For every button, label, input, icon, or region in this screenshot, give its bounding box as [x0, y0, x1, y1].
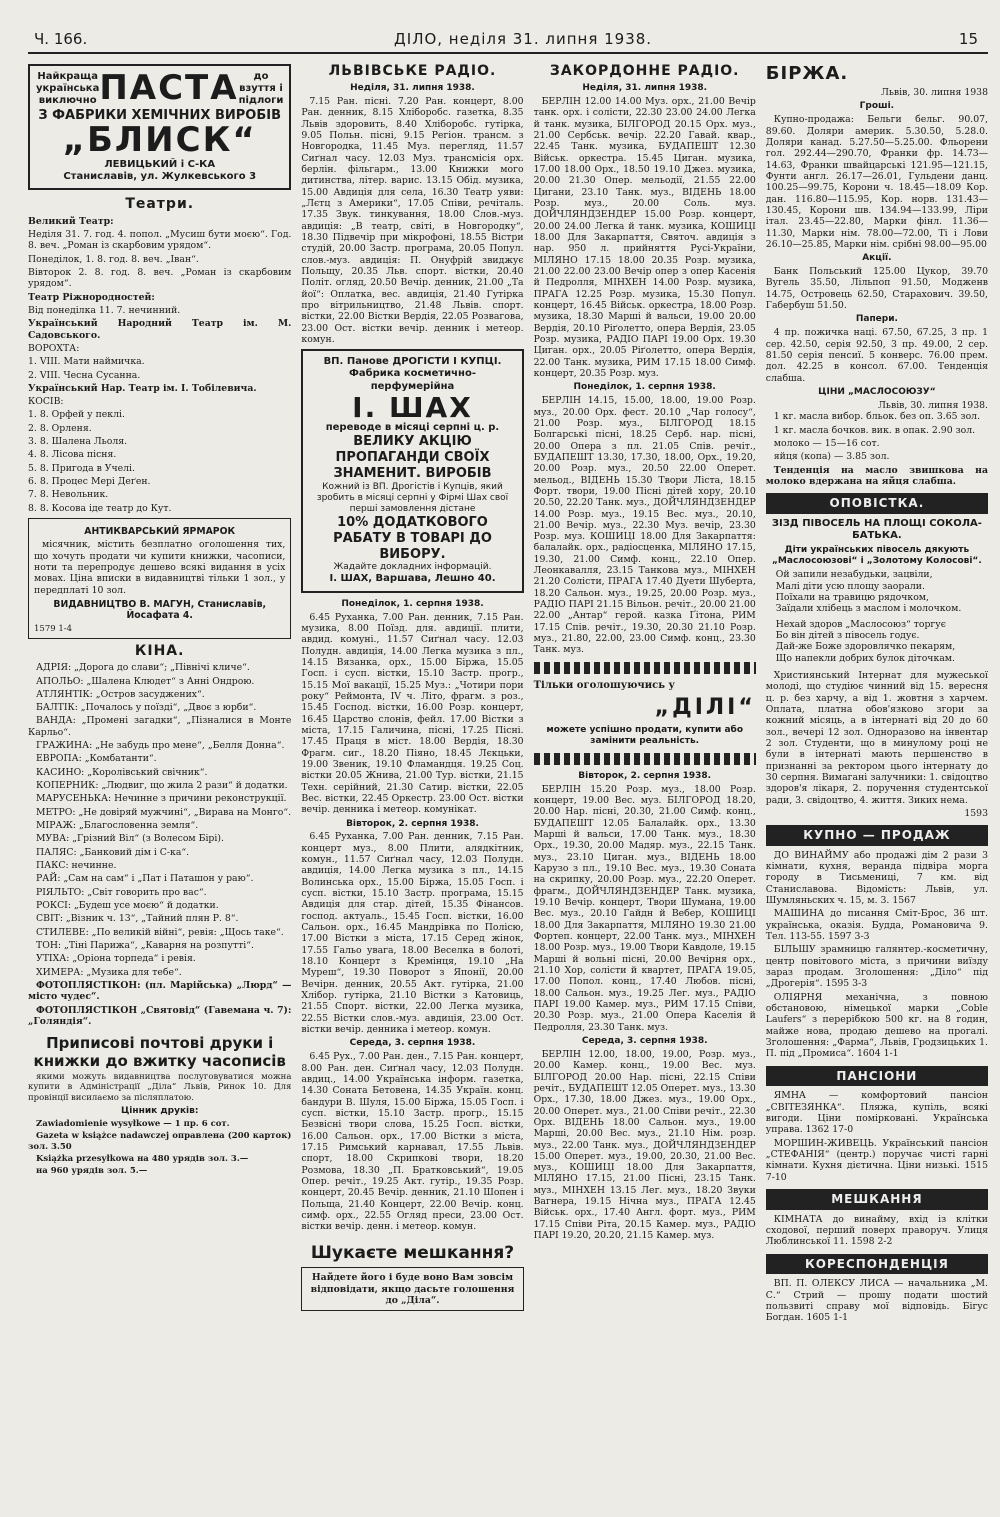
kino-line: ХИМЕРА: „Музика для тебе“. — [36, 966, 182, 978]
radio-mon-date: Понеділок, 1. серпня 1938. — [341, 598, 484, 609]
ad-pasta-left: Найкраща українська виключно — [36, 71, 100, 107]
only-text: можете успішно продати, купити або замінити реальність. — [546, 724, 743, 746]
notice-banner: ОПОВІСТКА. — [766, 493, 988, 514]
antique-publisher: ВИДАВНИЦТВО В. МАГУН, Станиславів, Йосафата 4. — [53, 599, 267, 622]
masthead — [28, 8, 988, 54]
theatre-line: 3. 8. Шалена Льоля. — [28, 436, 128, 448]
radio-wed-date: Середа, 3. серпня 1938. — [349, 1038, 476, 1049]
ad-shah-name: І. ШАХ — [352, 390, 473, 424]
theatre-line: Неділя 31. 7. год. 4. попол. „Мусиш бути моєю“. Год. 8. веч. „Роман із скарбовим урядом“. — [28, 228, 292, 252]
kino-line: ПАЛЯС: „Банковий дім і С-ка“. — [36, 846, 190, 858]
kino-line: СВІТ: „Візник ч. 13“, „Тайний плян Р. 8“. — [36, 913, 239, 925]
fotoplastikon-1: ФОТОПЛЯСТІКОН: (пл. Марійська) „Люрд“ — місто чудес“. — [28, 980, 292, 1003]
poem-line: Нехай здоров „Маслосоюз“ торгує — [775, 618, 946, 630]
foreign-sun: БЕРЛІН 12.00 14.00 Муз. орх., 21.00 Вечір танк. орх. і солісти, 22.30 23.00 24.00 Легка й танк. музика, БІЛГОРОД 20.15 Орх. муз., 21.00 Сербськ. вечір. 22.20 Гавай. квар., 22.45 Танк. музика, БУДАПЕШТ 12.30 Військ. оркестра. 15.45 Циган. музика, 17.00 18.00 Орх., 18.50 19.10 Джез. музика, 20.00 21.30 Опер. мельодії, 21.55 22.00 Цигани, 23.10 Танк. муз., ВІДЕНЬ 18.00 Розр. муз., 20.00 Соль. муз. ДОЙЧЛЯНДЗЕНДЕР 15.00 Розр. концерт, 20.00 24.00 Легка й танк. музика, КОШИЦІ 18.00 Для Закарпаття, Святоч. авдиція з нар. 950 л. прийняття Русі-України, МІЛЯНО 17.15 18.00 20.35 Розр. музика, 21.00 22.00 23.00 Вечір опер з опер Касенія й Педролля, МІНХЕН 14.00 Розр. музика, ПРАГА 12.25 Розр. музика, 15.30 Попул. концерт, 16.45 Військ. оркестра, 18.00 Розр. музика, 18.30 Марші й вальси, 19.00 20.00 Вердія, 20.10 Ріґолетто, опера Вердія, 23.05 Розр. музика, РАДІО ПАРІ 19.00 Орх. 19.30 Циган. орх., 20.05 Ріґолетто, опера Вердія, 22.00 Танк. музика, РИМ 17.15 18.00 Симф. концерт, 20.35 Розр. муз. — [533, 96, 756, 379]
kino-line: ПАКС: нечинне. — [36, 860, 117, 872]
prints-item: на 960 урядів зол. 5.— — [36, 1166, 148, 1177]
theatre-line: 5. 8. Пригода в Учелі. — [28, 462, 135, 474]
radio-title: ЛЬВІВСЬКЕ РАДІО. — [328, 63, 497, 79]
radio-sun-date: Неділя, 31. липня 1938. — [350, 83, 475, 94]
kino-title: КІНА. — [134, 643, 185, 660]
ad-shah — [301, 349, 523, 592]
theatre-line: Від понеділка 11. 7. нечинний. — [28, 304, 181, 316]
prints-item: Książka przesyłkowa на 480 урядів зол. 3.— — [36, 1153, 249, 1164]
radio-wed: 6.45 Рух., 7.00 Ран. ден., 7.15 Ран. концерт, 8.00 Ран. ден. Сиґнал часу, 12.03 Полудн. авдиц., 14.00 Українська інформ. газетка, 14.30 Соната Бетовена, 14.35 Україн. конц. бандури В. Шуля, 15.00 Біржа, 15.05 Госп. і сусп. вістки, 15.10 Застр. прогр., 15.15 Безвісні твори слова, 15.25 Госп. вістки, 16.00 Сальон. орх., 17.00 Вістки з міста, 17.15 Римський карнавал, 17.55 Львів. спорт, 18.00 Скрипкові твори, 18.20 Розмова, 18.30 „П. Братковський“, 19.05 Опер. речіт., 19.25 Акт. гутір., 19.35 Розр. концерт, 20.45 Вечір. денник, 21.10 Шопен і Польща, 21.40 Концерт, 22.00 Вечір. конц. симф. орх., 22.55 Огляд преси, 23.00 Ост. вістки вечір. денн. і метеор. комун. — [301, 1051, 524, 1233]
fotoplastikon-2: ФОТОПЛЯСТІКОН „Святовід“ (Гавемана ч. 7): „Голяндія“. — [28, 1004, 292, 1028]
poem-line: Малі діти усю площу заорали. — [775, 580, 925, 592]
money-title: Гроші. — [859, 101, 895, 112]
flats-banner: МЕШКАННЯ — [766, 1189, 988, 1210]
column-3 — [534, 60, 756, 1500]
kino-line: СТИЛЕВЕ: „По великій війні“, ревія: „Щось такe“. — [36, 926, 284, 938]
kino-line: МУВА: „Грізний Віл“ (з Волесом Бірі). — [36, 833, 224, 845]
ad-shah-line: ВП. Панове ДРОГІСТИ І КУПЦІ. — [323, 356, 502, 368]
antique-title: АНТИКВАРСЬКИЙ ЯРМАРОК — [84, 526, 236, 538]
prices-title: ЦІНИ „МАСЛОСОЮЗУ“ — [818, 387, 936, 398]
ad-shah-line: Жадайте докладних інформацій. — [333, 562, 492, 573]
decorative-border — [534, 662, 756, 674]
theatres-title: Театри. — [125, 196, 195, 213]
kino-line: РАЙ: „Сам на сам“ і „Пат і Паташон у раю“. — [36, 873, 254, 885]
ad-pasta-company: ЛЕВИЦЬКИЙ і С-КА — [104, 159, 216, 171]
column-2 — [301, 60, 523, 1500]
theatre-line: 6. 8. Процес Мері Деґен. — [28, 476, 151, 488]
issue-number: Ч. 166. — [34, 30, 88, 48]
antique-fair — [28, 518, 291, 639]
prints-item: Zawiadomienie wysyłkowe — 1 пр. 6 сот. — [36, 1118, 230, 1129]
theatres-list — [28, 216, 291, 515]
pension-ad: МОРШИН-ЖИВЕЦЬ. Український пансіон „СТЕФАНІЯ“ (центр.) поручає чисті гарні кімнати. Кухня дієтична. Ціни низькі. 1515 7-10 — [765, 1137, 988, 1183]
price-line: молоко — 15—16 сот. — [773, 438, 880, 450]
kino-line: АТЛЯНТІК: „Остров засуджених“. — [36, 688, 205, 700]
foreign-mon: БЕРЛІН 14.15, 15.00, 18.00, 19.00 Розр. муз., 20.00 Орх. фест. 20.10 „Чар голосу“, 21.00 Розр. муз., БІЛГОРОД 18.15 Болгарські пісні, 18.25 Серб. нар. пісні, 20.00 Опера з пл. 21.05 Спів. речіт., БУДАПЕШТ 13.30, 17.30, 18.00, Орх., 19.20, 20.00 Розр. муз., 20.50 22.00 Оперет. мельод., ВІДЕНЬ 15.30 Твори Ліста, 18.15 Форт. твори, 19.00 Пісні дітей хору, 20.10 20.50, 22.20 Танк. муз., ДОЙЧЛЯНДЗЕНДЕР 14.00 Розр. муз., 19.15 Вес. муз., 20.10, 21.00 Вечір. муз., 22.30 Муз. вечір, 23.30 Розр. муз. КОШИЦІ 18.00 Для Закарпаття: балалайк. орх., радіосценка, МІЛЯНО 17.15, 19.30, 21.00 Симф. конц., 22.10 Опер. Леонкавалля, 23.15 Танкова муз., МІНХЕН 21.20 Солісти, ПРАГА 17.40 Дуети Шуберта, 18.20 Сальон. муз., 19.25, 20.00 Розр. муз., РАДІО ПАРІ 21.15 Вільон. речіт., 20.00 21.00 22.00 „Антар“ герой. казка Ґітона, РИМ 17.15 Спів. речіт., 19.30, 20.30 21.10 Розр. муз., 21.80, 22.00, 23.00 Симф. конц., 23.30 Танк. муз. — [533, 395, 756, 656]
ad-pasta-address: Станиславів, ул. Жулкевського 3 — [63, 171, 257, 183]
ad-shah-line: переводе в місяці серпні ц. р. — [325, 422, 500, 434]
poem-line: Поїхали на травицю рядочком, — [775, 591, 929, 603]
prints-text: якими можуть видавництва послуговуватися можна купити в Адміністрації „Діла“ Львів, Ринок 10. Для провінції висилаємо за післяплатою. — [28, 1071, 292, 1103]
kino-line: БАЛТІК: „Почалось у поїзді“, „Двоє з юрби“. — [36, 702, 257, 714]
ad-pasta-brand: „БЛИСК“ — [62, 120, 257, 161]
foreign-wed: БЕРЛІН 12.00, 18.00, 19.00, Розр. муз., 20.00 Камер. конц., 19.00 Вес. муз. БІЛГОРОД 20.00 Нар. пісні, 22.15 Співи речіт., БУДАПЕШТ 12.05 Оперет. муз., 13.30 Орх., 17.30, 18.00 Джез. муз., 19.00 Орх., 20.00 Оперет. муз., 21.00 Співи речіт., 22.30 Орх. ВІДЕНЬ 18.00 Сальон. муз., 19.00 Марші, 20.00 Вес. муз., 21.10 Нім. розр. муз., 22.00 Танк. муз., ДОЙЧЛЯНДЗЕНДЕР 15.00 Оперет. муз., 19.00, 20.30, 21.00 Вес. муз., КОШИЦІ 18.00 Для Закарпаття, МІЛЯНО 17.15, 21.00 Пісні, 23.15 Танк. муз., МІНХЕН 13.15 Лег. муз., 18.20 Звуки Вагнера, 19.15 Нічна муз., ПРАГА 12.45 Військ. орх., 17.40 Англ. форт. муз., РИМ 17.15 Співи Ріта, 20.15 Камер. муз., РАДІО ПАРІ 19.20, 20.20, 21.15 Камер. муз. — [533, 1048, 756, 1242]
column-1 — [28, 60, 291, 1500]
flat-text: Найдете його і буде воно Вам зовсім відповідати, якщо дасьте голошення до „Діла“. — [301, 1267, 523, 1311]
sale-ad: ОЛІЯРНЯ механічна, з повною обстановою, німецької марки „Coble Laufers“ з перерібкою 500 кг. на 8 годин, майже нова, продаю дешево на прогалі. Зголошення: „Фарма“, Львів, Гродзицьких 1. П. під „Промиса“. 1604 1-1 — [765, 991, 988, 1060]
theatre-line: 8. 8. Косова іде театр до Кут. — [28, 502, 172, 514]
prices-date: Львів, 30. липня 1938. — [878, 400, 988, 412]
only-name: „ДІЛІ“ — [654, 694, 756, 720]
radio-tue: 6.45 Руханка, 7.00 Ран. денник, 7.15 Ран. концерт муз., 8.00 Плити, алядкітник, комун., 11.57 Сиґнал часу, 12.03 Полудн. авдиція, 14.00 Легка музика з пл., 14.15 Волинська орх., 15.00 Біржа, 15.05 Госп. і сусп. вістки, 15.10 Застр. програма, 15.15 Авдиція для стар. дітей, 15.35 Фінансов. господ. актуаль., 15.45 Госп. вістки, 16.00 Сальон. орх., 16.45 Мандрівка по Полісю, 17.00 Вістки з міста, 17.15 Серед жінок, 17.55 Гальо увага, 18.00 Веселка в болоті, 18.10 Концерт з Кремінця, 19.10 „На Муреш“, 19.30 Поворот з Японії, 20.00 Вечірн. денник, 20.55 Акт. гутірка, 21.00 Хлібор. гутірка, 21.10 Вістки з Катовиць, 21.55 Спорт. вістки, 22.00 Легка музика, 22.55 Вістки слов.-муз. авдиція, 23.00 Ост. вістки вечір. денника і метеор. комун. — [301, 831, 524, 1036]
foreign-title: ЗАКОРДОННЕ РАДІО. — [549, 63, 740, 79]
notice-title: ЗІЗД ПІВОСЕЛЬ НА ПЛОЩІ СОКОЛА-БАТЬКА. — [771, 517, 982, 542]
corr-ad: ВП. П. ОЛЕКСУ ЛИСА — начальника „М. С.“ Стрий — прошу подати шостий пользвиті справу мої відповідь. Бігус Богдан. 1605 1-1 — [765, 1278, 988, 1324]
kino-line: УТІХА: „Оріона торпеда“ і ревія. — [36, 953, 196, 965]
theatre-line: Понеділок, 1. 8. год. 8. веч. „Іван“. — [28, 253, 199, 265]
kino-line: МІРАЖ: „Благословенна земля“. — [36, 820, 199, 832]
money: Купно-продажа: Бельги бельг. 90.07, 89.60. Доляри америк. 5.30.50, 5.28.0. Доляри канад. 5.27.50—5.25.00. Фльорени гол. 292.44—290.70, Франки фр. 14.73—14.63, Франки швайцарські 121.95—121.15, Фунти англ. 26.17—26.01, Гульдени данц. 100.25—99.75, Корони ч. 18.45—18.09 Кор. дан. 116.80—115.95, Кор. норв. 131.43—130.45, Корони шв. 134.94—133.99, Ліри італ. 23.45—22.80, Марки фінл. 11.36—11.30, Марки нім. 78.00—72.00, Ті і Лови 26.10—25.85, Марки нім. срібні 98.00—95.00 — [765, 114, 988, 250]
ad-shah-line: 10% ДОДАТКОВОГО РАБАТУ В ТОВАРІ ДО ВИБОРУ. — [333, 514, 492, 562]
flat-title: Шукаєте мешкання? — [310, 1242, 515, 1263]
ad-shah-line: Фабрика косметично-перфумерійна — [349, 368, 476, 392]
theatre-line: 7. 8. Невольник. — [28, 489, 109, 501]
theatre-line: Український Народний Театр ім. М. Садовського. — [28, 318, 292, 341]
poem-line: Заїдали хлібець з маслом і молочком. — [775, 603, 962, 615]
kino-line: АДРІЯ: „Дорога до слави“; „Північі кличе“. — [36, 662, 250, 674]
sale-banner: КУПНО — ПРОДАЖ — [766, 825, 988, 846]
antique-code: 1579 1-4 — [34, 623, 73, 634]
column-4 — [766, 60, 988, 1500]
sale-ad: МАШИНА до писання Сміт-Брос, 36 шт. українська, оказія. Будда, Романовича 9. Тел. 113-55. 1597 3-3 — [765, 908, 988, 943]
kino-line: АПОЛЬО: „Шалена Клюдет“ з Анні Ондрою. — [36, 675, 255, 687]
theatre-line: 4. 8. Лісова пісня. — [28, 449, 117, 461]
price-line: 1 кг. масла вибор. бльок. без оп. 3.65 зол. — [773, 411, 981, 423]
sale-ad: БІЛЬШУ зрамницю галянтер.-косметичну, центр повітового міста, з причини виїзду зараз продам. Зголошення: „Діло“ під „Дрогерія“. 1595 3-3 — [765, 944, 988, 990]
only-title: Тільки оголошуючись у — [533, 679, 675, 691]
poem-line: Дай-же Боже здоровлячко пекарям, — [775, 641, 956, 653]
decorative-border — [534, 753, 756, 765]
poem-line: Бо він дітей з півосель годує. — [775, 629, 920, 641]
kino-line: ВАНДА: „Промені загадки“, „Пізналися в Монте Карльо“. — [28, 715, 292, 738]
prints-title: Приписові почтові друки і книжки до вжитку часописів — [33, 1034, 286, 1070]
internat-code: 1593 — [964, 807, 988, 819]
foreign-tue-date: Вівторок, 2. серпня 1938. — [578, 770, 712, 781]
theatre-line: 1. 8. Орфей у пеклі. — [28, 409, 125, 421]
theatre-line: Театр Ріжнородностей: — [28, 291, 155, 303]
ad-shah-line: ВЕЛИКУ АКЦІЮ ПРОПАГАНДИ СВОЇХ ЗНАМЕНИТ. ВИРОБІВ — [333, 434, 492, 482]
sale-ad: ДО ВИНАЙМУ або продажі дім 2 рази 3 кімнати, кухня, веранда підвіра морга городу в Тисьмениці, 7 км. від Станиславова. Відомість: Львів, ул. Шумляньских ч. 15, м. 3. 1567 — [765, 849, 988, 907]
foreign-sun-date: Неділя, 31. липня 1938. — [582, 83, 708, 94]
radio-mon: 6.45 Руханка, 7.00 Ран. денник, 7.15 Ран. музика, 8.00 Поїзд. для. авдиції. плити, авдид. комуні., 11.57 Сиґнал часу. 12.03 Полудн. авдиція, 14.00 Легка музика з пл., 14.15 Вязанка, орх., 15.00 Біржа, 15.05 Госп. і сусп. вістки, 15.10 Застр. прогр., 15.15 Мої вакації, 15.25 Муз.: „Чотири пори року“ Реймонта, IV ч. Літо, фрагм. з роз., 15.45 Господ. вістки, 16.00 Розр. концерт, 16.45 Царство слонів, фейл. 17.00 Вістки з міста, 17.15 Галичина, пісні, 17.25 Пісні. 17.45 Праця в міст. 18.00 Вердія, 18.30 Фрагм. сиг., 18.20 Піяно, 18.45 Лєкцьки, 19.00 Звеник, 19.10 Фламандця. 19.25 Соц. вістки 20.05 Жнива, 21.00 Тур. вістки, 21.15 Техн. серійний, 21.30 Сатир. вістки, 22.05 Вес. вістки, 22.45 Оркестр. 23.00 Ост. вістки вечір. денника і метеор. комунікат. — [301, 611, 524, 816]
pension-banner: ПАНСІОНИ — [766, 1066, 988, 1087]
poem-line: Що напекли добрих булок діточкам. — [775, 652, 955, 664]
antique-text: місячник, містить безплатно оголошення тих, що хочуть продати чи купити книжки, часописи, ноти та перепродує дешево всякі видання в усіх мовах. Ціна вписки в видавництві тільки 1 зол., у передплаті 10 зол. — [34, 539, 286, 596]
theatre-line: ВОРОХТА: — [28, 342, 80, 354]
bourse-date: Львів, 30. липня 1938 — [881, 86, 988, 98]
columns — [28, 60, 988, 1500]
foreign-tue: БЕРЛІН 15.20 Розр. муз., 18.00 Розр. концерт, 19.00 Вес. муз. БІЛГОРОД 18.20, 20.00 Нар. пісні, 20.30, 21.00 Симф. конц., БУДАПЕШТ 12.05 Балалайк. орх., 13.30 Марші й вальси, 17.00 Танк. муз., 18.30 Орх., 19.30, 20.00 Мадяр. муз., 22.15 Танк. муз., 23.10 Циган. муз., ВІДЕНЬ 18.00 Карузо з пл., 19.10 Вес. муз., 19.30 Соната на скрипку, 20.00 Розр. муз., 22.20 Оперет. фрагм., ДОЙЧЛЯНДЗЕНДЕР Танк. музика, 19.10 Вечір. концерт, Твори Шумана, 19.00 Вес. муз., 20.10 Гайдн й Вебер, КОШИЦІ 18.00 Для Закарпаття, МІЛЯНО 19.30 21.00 Фортеп. концерт, 22.00 Танк. муз., МІНХЕН 18.00 Розр. муз., 19.00 Твори Кавдоле, 19.15 Марші й вольні пісні, 20.00 Вечірня орх., 21.10 Хор, солісти й квартет, ПРАГА 19.05, 17.00 Попол. конц., 17.40 Любов. пісні, 18.00 Сальон. муз., 19.25 Лег. муз., РАДІО ПАРІ 19.00 Камер. муз., РИМ 17.15 Співи, 20.30 Розр. муз., 21.00 Опера Каселія й Педролля, 23.30 Танк. муз. — [533, 783, 756, 1033]
theatre-line: КОСІВ: — [28, 396, 64, 408]
pension-ad: ЯМНА — комфортовий пансіон „СВІТЕЗЯНКА“. Пляжа, купіль, всякі вигоди. Ціни поміркованi. Українська управа. 1362 17-0 — [765, 1090, 988, 1136]
radio-tue-date: Вівторок, 2. серпня 1938. — [346, 818, 479, 829]
masthead-title: ДІЛО, неділя 31. липня 1938. — [394, 30, 653, 48]
kino-line: РОКСІ: „Будеш усе моєю“ й додатки. — [36, 900, 219, 912]
theatre-line: Вівторок 2. 8. год. 8. веч. „Роман із скарбовим урядом“. — [28, 266, 292, 290]
kino-line: ГРАЖИНА: „Не забудь про мене“, „Белля Донна“. — [36, 740, 285, 752]
internat-notice: Християнський Інтернат для мужеської молоді, що студіює чинний від 15. вересня ц. р. без харчу, а від 1. жовтня з харчем. Оплата, платна обов'язково згори за кожний місяць, а в інтернаті від 20 до 60 зол., вечері 12 зол. Одноразово на інвентар 2 зол. Студенти, що в минулому році не були в інтернаті мають першенство в признанні за ректором цього інтернату до 30 серпня. Вимагані залучники: 1. свідоцтво здоров'я лікаря, 2. поручення студентської ради, 3. свідоцтво, 4. життя. Зиких нема. — [765, 669, 988, 806]
notice-poem — [766, 569, 988, 664]
theatre-line: 2. VIII. Чесна Сусанна. — [28, 369, 141, 381]
ad-shah-line: І. ШАХ, Варшава, Лешно 40. — [329, 573, 496, 585]
kino-line: РІЯЛЬТО: „Світ говорить про вас“. — [36, 886, 207, 898]
shares-title: Акції. — [862, 253, 892, 264]
poem-line: Ой запили незабудьки, зацвіли, — [775, 569, 933, 581]
bourse-title: БІРЖА. — [765, 63, 849, 84]
foreign-mon-date: Понеділок, 1. серпня 1938. — [573, 382, 716, 393]
radio-sun: 7.15 Ран. пісні. 7.20 Ран. концерт, 8.00 Ран. денник, 8.15 Хліборобс. газетка, 8.35 Львів здоровить, 8.40 Хліборобс. гутірка, 9.05 Польн. пісні, 9.15 Регіон. трансм. з Новгородка, 11.45 Муз. перегляд, 11.57 Сиґнал часу. 12.03 Муз. трансмісія орх. берлін. фільгарм., 13.00 Книжки мого дитинства, літер. варис. 13.15 Обід. музика, 15.00 Авдиція для села, 16.30 Театр уяви: „Лєтц з Америки“, 17.05 Співи, речіталь. 17.35 Звук. тинкування, 18.00 Слов.-муз. авдиція: „В театр, світі, в Новгородку“, 18.30 Підвечір при мікрофоні, 18.55 Вістри студій, 20.00 Застр. програма, 20.05 Попул. слов.-муз. авдиція: П. Онуфрій звиджує Польщу, 20.35 Льв. спорт. вістки, 20.40 Політ. огляд, 20.50 Вечір. денник, 21.00 „Та йої“: Оплатка, вес. авдиція, 21.40 Гутірка про вітрильництво, 21.48 Львів. спорт. вістки, 22.00 Вістки Вердія, 22.05 Розвагова, 23.00 Ост. вістки вечір. денник і метеор. комун. — [301, 96, 524, 345]
flats-ad: КІМНАТА до винайму, вхід із клітки сходової, перший поверх праворуч. Улиця Люблинської 11. 1598 2-2 — [765, 1213, 988, 1248]
ad-pasta-name: ПАСТА — [99, 68, 239, 109]
kino-line: КАСИНО: „Королівський свічник“. — [36, 766, 208, 778]
kino-line: КОПЕРНИК: „Людвиг, що жила 2 рази“ й додатки. — [36, 780, 288, 792]
theatre-line: 1. VIII. Мати наймичка. — [28, 356, 145, 368]
price-line: 1 кг. масла бочков. вик. в опак. 2.90 зол. — [773, 424, 976, 436]
theatre-line: Український Нар. Театр ім. І. Тобілевича. — [28, 382, 257, 394]
notice-sub: Діти українських півосель дякують „Маслосоюзові“ і „Золотому Колосові“. — [772, 545, 982, 567]
papers-title: Папери. — [855, 314, 898, 325]
corr-banner: КОРЕСПОНДЕНЦІЯ — [766, 1254, 988, 1275]
ad-pasta-factory: З ФАБРИКИ ХЕМІЧНИХ ВИРОБІВ — [38, 107, 281, 123]
theatre-line: 2. 8. Орленя. — [28, 422, 92, 434]
ad-pasta — [28, 64, 291, 190]
kino-line: ТОН: „Тіні Парижа“, „Каварня на розпутті“. — [36, 940, 254, 952]
kino-list — [28, 662, 291, 978]
ad-shah-line: Кожний із ВП. Дрогістів і Купців, який зробить в місяці серпні у Фірмі Шах свої перші замовлення дістане — [316, 481, 509, 514]
kino-line: МЕТРО: „Не довіряй мужчині“, „Вирава на Монго“. — [36, 806, 292, 818]
papers: 4 пр. пожичка наці. 67.50, 67.25, 3 пр. 1 сер. 42.50, серія 92.50, 3 пр. 49.00, 2 сер. 81.50 серія пенсиї. 5 конверс. 76.00 прем. дол. 42.25 в консол. 67.00. Тенденція слабша. — [765, 327, 988, 384]
prints-list-title: Цінник друків: — [120, 1105, 199, 1116]
kino-line: ЕВРОПА: „Комбатанти“. — [36, 753, 157, 765]
shares: Банк Польський 125.00 Цукор, 39.70 Вугель 35.50, Лільпоп 91.50, Модженв 14.75, Островець 62.50, Старахович. 39.50, Габербуш 51.50. — [765, 266, 988, 312]
ad-pasta-right: до взуття і підлоги — [238, 71, 284, 107]
prints-item: Gazeta w książce nadawczej оправлена (200 карток) зол. 3.50 — [28, 1131, 292, 1152]
foreign-wed-date: Середа, 3. серпня 1938. — [581, 1035, 708, 1046]
theatre-line: Великий Театр: — [28, 215, 114, 227]
page-number: 15 — [958, 30, 978, 48]
kino-line: МАРУСЕНЬКА: Нечинне з причини реконструкції. — [36, 793, 287, 805]
price-line: яйця (копа) — 3.85 зол. — [773, 451, 890, 463]
price-line: Тенденція на масло звишкова на молоко вдержана на яйця слабша. — [765, 464, 988, 488]
